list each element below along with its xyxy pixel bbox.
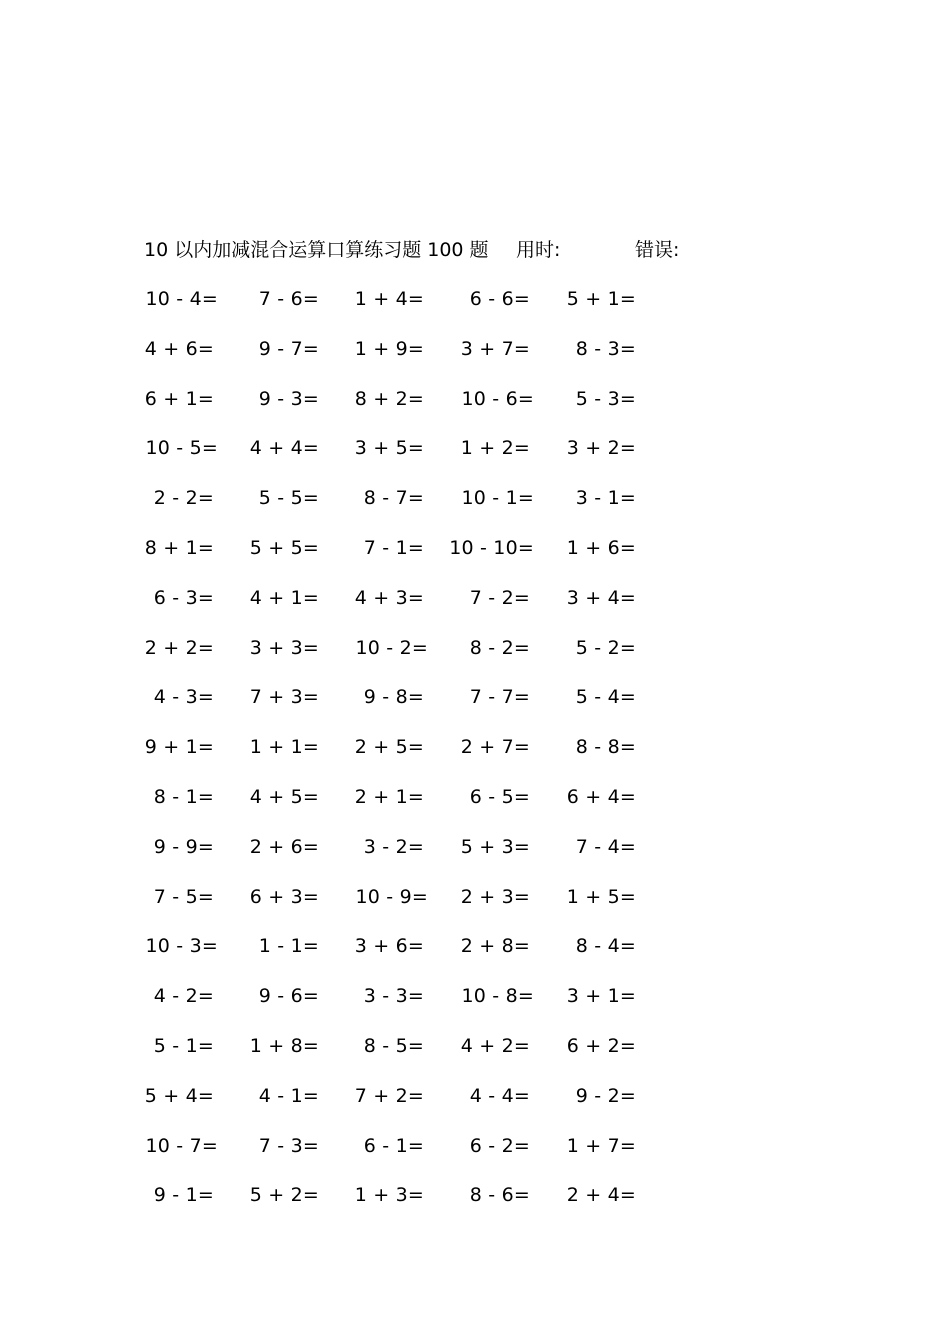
problem-cell: 3 + 5=	[354, 437, 424, 460]
problem-cell: 10 - 3=	[145, 935, 218, 958]
problem-row	[0, 733, 950, 783]
problem-cell: 3 - 1=	[575, 487, 636, 510]
problem-row	[0, 634, 950, 684]
problem-cell: 7 - 5=	[153, 885, 214, 908]
problem-cell: 3 - 2=	[363, 835, 424, 858]
error-label: 错误:	[635, 239, 680, 261]
problem-cell: 3 - 3=	[363, 985, 424, 1008]
problem-cell: 8 - 4=	[575, 935, 636, 958]
problem-cell: 6 + 3=	[249, 885, 319, 908]
problem-cell: 3 + 1=	[566, 985, 636, 1008]
problem-cell: 2 + 2=	[144, 636, 214, 659]
problem-cell: 9 - 8=	[363, 686, 424, 709]
problem-cell: 4 - 2=	[153, 985, 214, 1008]
problem-cell: 5 - 1=	[153, 1034, 214, 1057]
problem-cell: 8 - 2=	[469, 636, 530, 659]
problem-cell: 6 - 1=	[363, 1134, 424, 1157]
problem-row	[0, 584, 950, 634]
problem-row	[0, 335, 950, 385]
problem-cell: 6 - 2=	[469, 1134, 530, 1157]
problem-cell: 4 - 1=	[258, 1084, 319, 1107]
problem-cell: 6 + 2=	[566, 1034, 636, 1057]
problem-cell: 3 + 4=	[566, 586, 636, 609]
problem-cell: 3 + 3=	[249, 636, 319, 659]
problem-cell: 5 + 1=	[566, 288, 636, 310]
problem-row	[0, 883, 950, 933]
problem-cell: 7 - 6=	[258, 288, 319, 310]
problem-cell: 2 + 3=	[460, 885, 530, 908]
problem-cell: 1 + 5=	[566, 885, 636, 908]
problem-cell: 2 + 1=	[354, 785, 424, 808]
problem-row	[0, 285, 950, 335]
problem-row	[0, 683, 950, 733]
problem-cell: 4 + 1=	[249, 586, 319, 609]
problem-cell: 9 - 1=	[153, 1184, 214, 1207]
problem-cell: 1 + 1=	[249, 736, 319, 759]
problem-cell: 5 + 2=	[249, 1184, 319, 1207]
problem-row	[0, 534, 950, 584]
problem-cell: 4 - 4=	[469, 1084, 530, 1107]
worksheet-title: 10 以内加减混合运算口算练习题 100 题	[144, 239, 489, 261]
problem-cell: 8 - 1=	[153, 785, 214, 808]
problem-cell: 10 - 9=	[355, 885, 428, 908]
problem-cell: 10 - 4=	[145, 288, 218, 310]
problem-cell: 6 - 5=	[469, 785, 530, 808]
problem-cell: 4 - 3=	[153, 686, 214, 709]
problem-cell: 1 + 2=	[460, 437, 530, 460]
problem-row	[0, 833, 950, 883]
problem-cell: 8 - 3=	[575, 337, 636, 360]
problem-cell: 1 + 4=	[354, 288, 424, 310]
problem-cell: 8 - 8=	[575, 736, 636, 759]
problem-cell: 9 - 3=	[258, 387, 319, 410]
problem-row	[0, 1132, 950, 1182]
problem-row	[0, 484, 950, 534]
problem-cell: 7 + 2=	[354, 1084, 424, 1107]
problem-cell: 4 + 4=	[249, 437, 319, 460]
problem-cell: 2 - 2=	[153, 487, 214, 510]
problem-cell: 9 + 1=	[144, 736, 214, 759]
problem-cell: 3 + 7=	[460, 337, 530, 360]
problem-cell: 1 + 7=	[566, 1134, 636, 1157]
problem-grid	[0, 285, 950, 1231]
problem-cell: 1 + 6=	[566, 536, 636, 559]
problem-cell: 5 + 5=	[249, 536, 319, 559]
problem-cell: 7 - 3=	[258, 1134, 319, 1157]
problem-cell: 8 - 7=	[363, 487, 424, 510]
problem-cell: 2 + 7=	[460, 736, 530, 759]
problem-cell: 6 - 3=	[153, 586, 214, 609]
problem-cell: 7 - 7=	[469, 686, 530, 709]
problem-cell: 6 + 4=	[566, 785, 636, 808]
problem-row	[0, 1032, 950, 1082]
problem-cell: 1 + 8=	[249, 1034, 319, 1057]
problem-row	[0, 385, 950, 435]
problem-cell: 2 + 8=	[460, 935, 530, 958]
problem-cell: 4 + 2=	[460, 1034, 530, 1057]
problem-cell: 9 - 9=	[153, 835, 214, 858]
problem-cell: 10 - 7=	[145, 1134, 218, 1157]
problem-cell: 10 - 2=	[355, 636, 428, 659]
problem-cell: 8 + 2=	[354, 387, 424, 410]
problem-cell: 6 - 6=	[469, 288, 530, 310]
problem-cell: 4 + 3=	[354, 586, 424, 609]
problem-cell: 1 + 3=	[354, 1184, 424, 1207]
problem-cell: 3 + 6=	[354, 935, 424, 958]
problem-cell: 4 + 6=	[144, 337, 214, 360]
problem-cell: 10 - 8=	[461, 985, 534, 1008]
problem-cell: 5 + 3=	[460, 835, 530, 858]
problem-cell: 10 - 6=	[461, 387, 534, 410]
problem-cell: 10 - 5=	[145, 437, 218, 460]
problem-cell: 9 - 6=	[258, 985, 319, 1008]
worksheet-header	[144, 236, 764, 264]
problem-cell: 5 + 4=	[144, 1084, 214, 1107]
problem-row	[0, 932, 950, 982]
problem-cell: 2 + 4=	[566, 1184, 636, 1207]
problem-cell: 10 - 1=	[461, 487, 534, 510]
problem-cell: 8 - 5=	[363, 1034, 424, 1057]
problem-cell: 9 - 7=	[258, 337, 319, 360]
problem-row	[0, 434, 950, 484]
problem-cell: 5 - 4=	[575, 686, 636, 709]
problem-cell: 7 - 1=	[363, 536, 424, 559]
problem-cell: 7 + 3=	[249, 686, 319, 709]
problem-row	[0, 1181, 950, 1231]
problem-cell: 6 + 1=	[144, 387, 214, 410]
problem-cell: 1 + 9=	[354, 337, 424, 360]
problem-cell: 7 - 4=	[575, 835, 636, 858]
problem-cell: 9 - 2=	[575, 1084, 636, 1107]
problem-row	[0, 982, 950, 1032]
problem-cell: 5 - 2=	[575, 636, 636, 659]
problem-cell: 10 - 10=	[449, 536, 534, 559]
problem-cell: 2 + 6=	[249, 835, 319, 858]
problem-cell: 5 - 5=	[258, 487, 319, 510]
problem-cell: 3 + 2=	[566, 437, 636, 460]
problem-cell: 1 - 1=	[258, 935, 319, 958]
problem-cell: 2 + 5=	[354, 736, 424, 759]
problem-cell: 7 - 2=	[469, 586, 530, 609]
problem-cell: 4 + 5=	[249, 785, 319, 808]
problem-cell: 8 - 6=	[469, 1184, 530, 1207]
problem-cell: 8 + 1=	[144, 536, 214, 559]
problem-cell: 5 - 3=	[575, 387, 636, 410]
problem-row	[0, 1082, 950, 1132]
problem-row	[0, 783, 950, 833]
time-label: 用时:	[516, 239, 561, 261]
